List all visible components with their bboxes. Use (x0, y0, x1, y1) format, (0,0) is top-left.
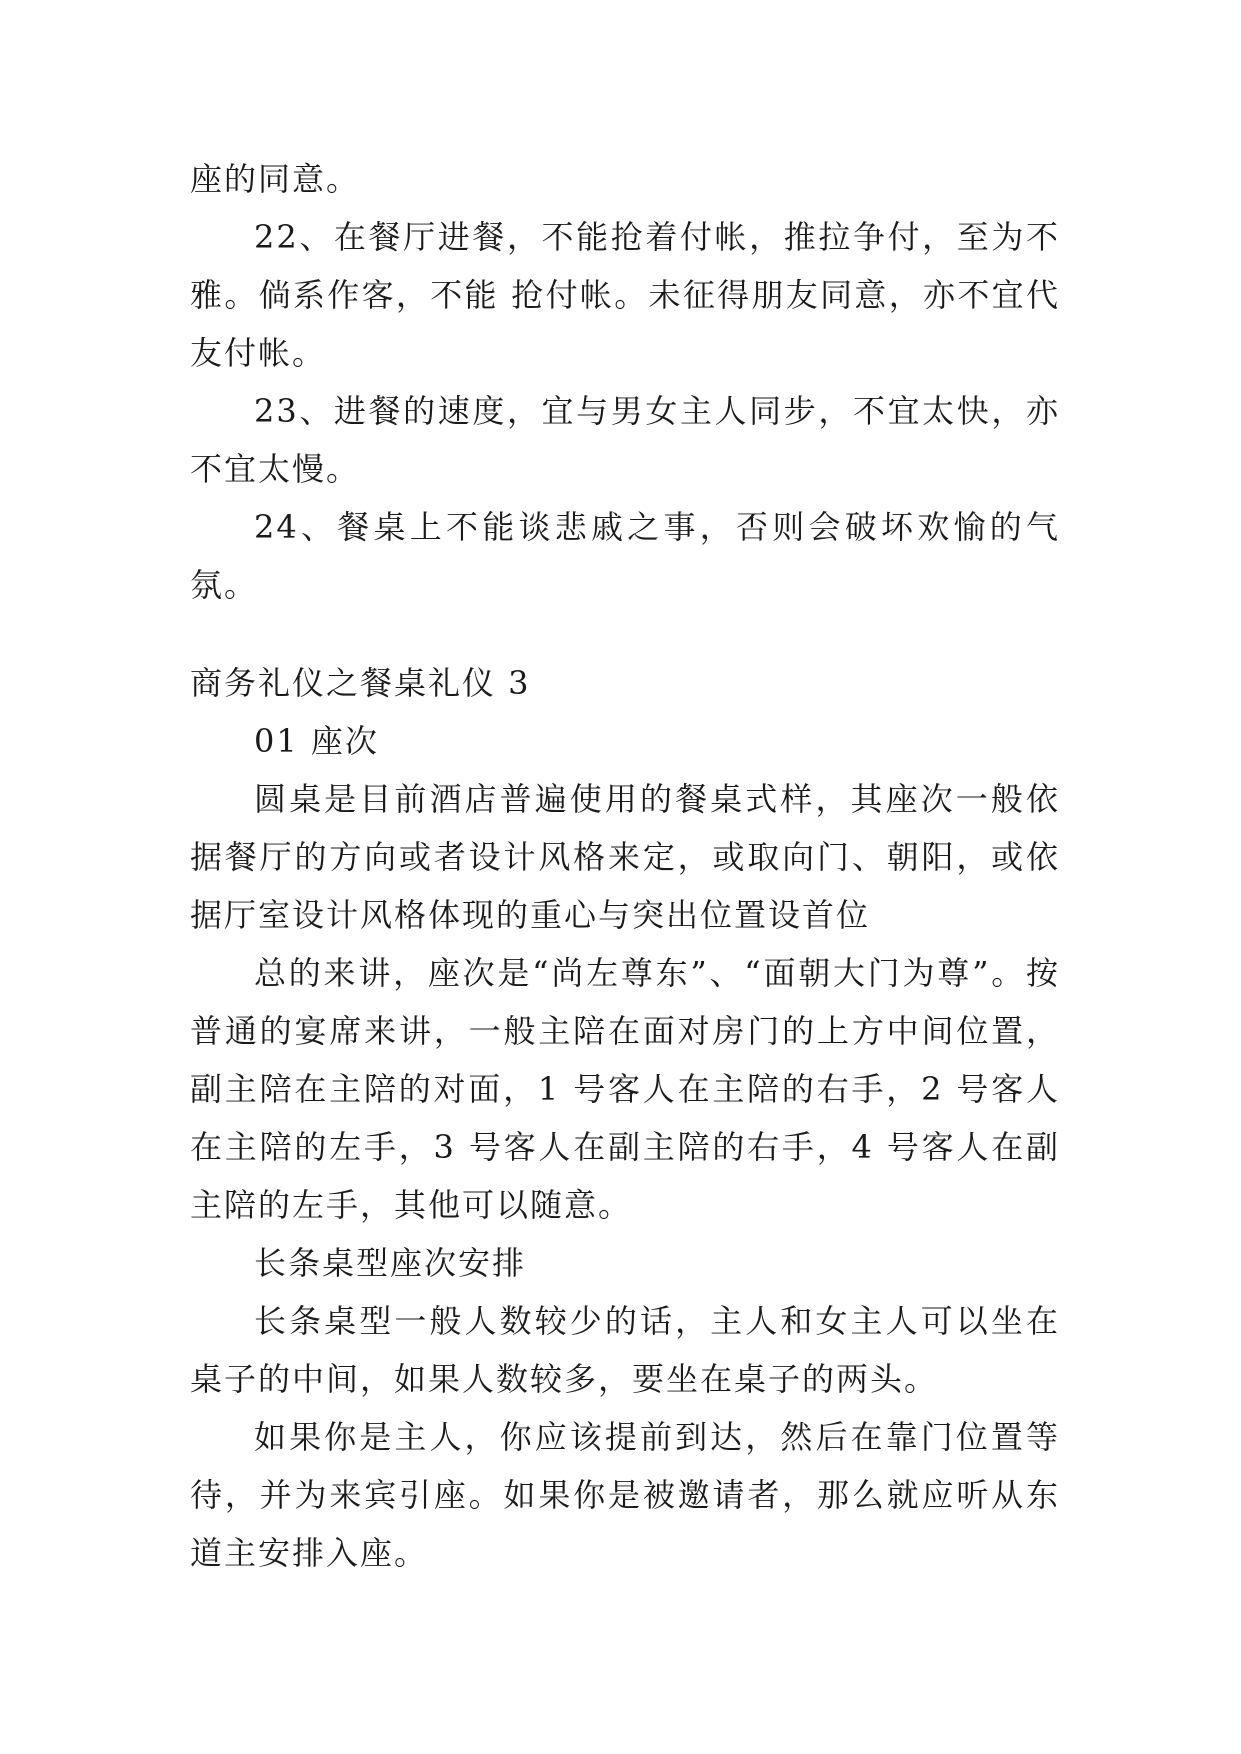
paragraph-long-table: 长条桌型一般人数较少的话，主人和女主人可以坐在桌子的中间，如果人数较多，要坐在桌子的两头。 (190, 1302, 1060, 1398)
paragraph-round-table: 圆桌是目前酒店普遍使用的餐桌式样，其座次一般依据餐厅的方向或者设计风格来定，或取向门、朝阳，或依据厅室设计风格体现的重心与突出位置设首位 (190, 780, 1060, 934)
paragraph-rule-23: 23、进餐的速度，宜与男女主人同步，不宜太快，亦不宜太慢。 (190, 392, 1060, 488)
paragraph-rule-24: 24、餐桌上不能谈悲戚之事，否则会破坏欢愉的气氛。 (190, 508, 1060, 604)
document-body (190, 150, 1060, 1582)
paragraph-host-guest: 如果你是主人，你应该提前到达，然后在靠门位置等待，并为来宾引座。如果你是被邀请者，那么就应听从东道主安排入座。 (190, 1418, 1060, 1572)
paragraph-rule-22: 22、在餐厅进餐，不能抢着付帐，推拉争付，至为不雅。倘系作客，不能 抢付帐。未征得朋友同意，亦不宜代友付帐。 (190, 218, 1060, 372)
subheading-long-table: 长条桌型座次安排 (254, 1244, 527, 1282)
subheading-seating: 01 座次 (254, 722, 379, 760)
paragraph-seating-order: 总的来讲，座次是“尚左尊东”、“面朝大门为尊”。按普通的宴席来讲，一般主陪在面对房门的上方中间位置，副主陪在主陪的对面，1 号客人在主陪的右手，2 号客人在主陪的左手，3 号客人在副主陪的右手，4 号客人在副主陪的左手，其他可以随意。 (190, 954, 1060, 1224)
section-title: 商务礼仪之餐桌礼仪 3 (190, 664, 531, 702)
paragraph-continuation: 座的同意。 (190, 160, 361, 198)
